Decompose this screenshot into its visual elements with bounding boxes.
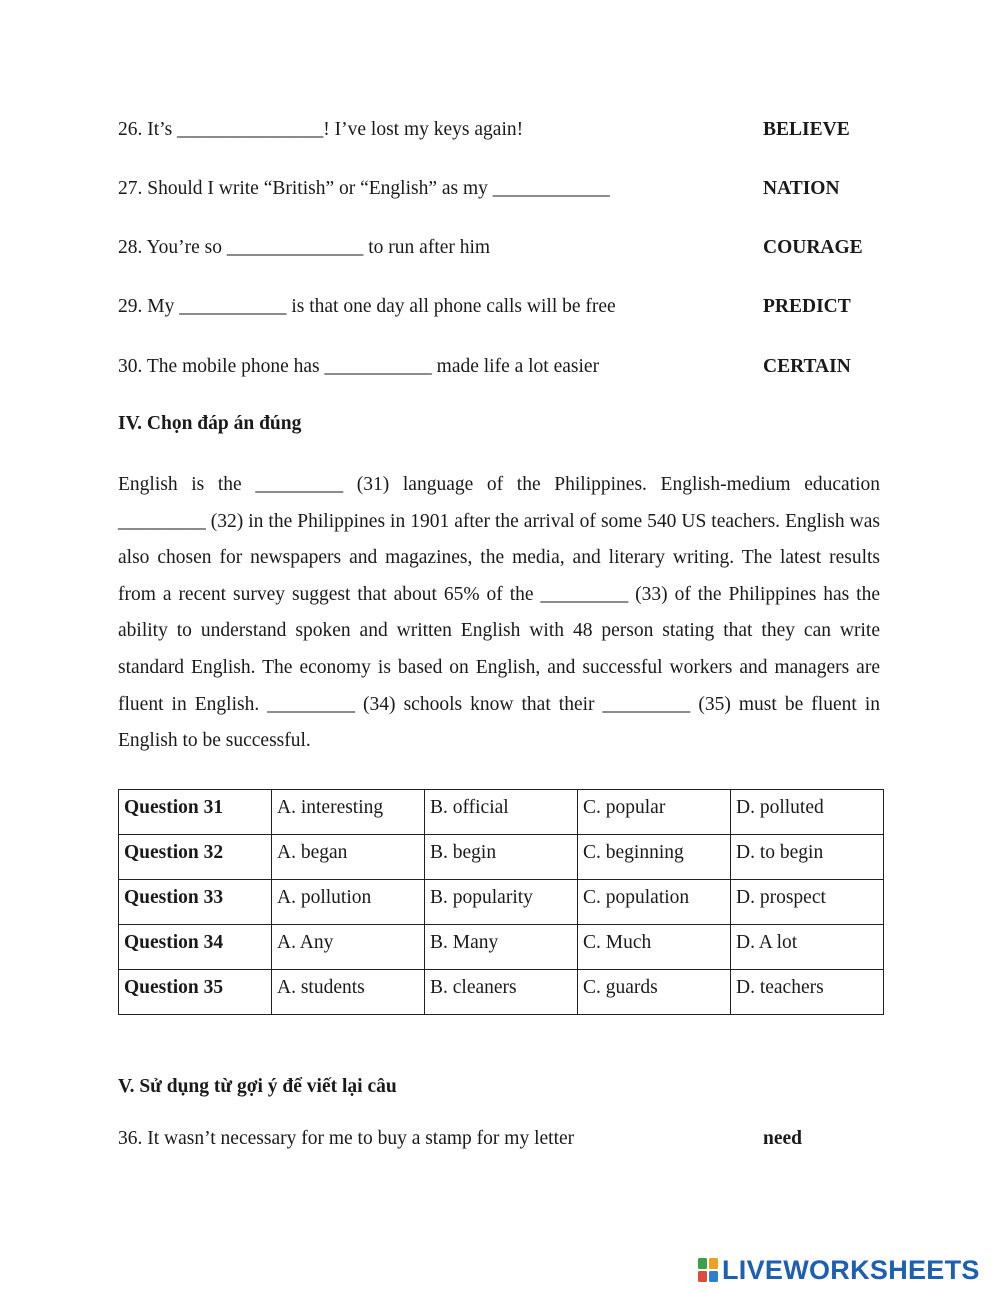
answer-option[interactable]: A. interesting <box>272 790 425 835</box>
table-row <box>119 790 884 835</box>
table-row <box>119 925 884 970</box>
answer-option[interactable]: C. popular <box>578 790 731 835</box>
answer-option[interactable]: A. began <box>272 835 425 880</box>
answer-option[interactable]: D. to begin <box>731 835 884 880</box>
question-36 <box>118 1125 898 1153</box>
logo-blocks-icon <box>698 1258 718 1282</box>
question-label: Question 35 <box>119 970 272 1015</box>
section-5-heading: V. Sử dụng từ gợi ý để viết lại câu <box>118 1076 397 1097</box>
answer-option[interactable]: A. Any <box>272 925 425 970</box>
question-label: Question 34 <box>119 925 272 970</box>
answer-table <box>118 789 884 1015</box>
answer-option[interactable]: D. polluted <box>731 790 884 835</box>
answer-option[interactable]: A. pollution <box>272 880 425 925</box>
answer-option[interactable]: D. A lot <box>731 925 884 970</box>
answer-option[interactable]: B. Many <box>425 925 578 970</box>
logo-block <box>698 1258 707 1269</box>
reading-passage: English is the _________ (31) language of the Philippines. English-medium education _________ (32) in the Philippines in 1901 after the arrival of some 540 US teachers. English was also chosen for newspapers and magazines, the media, and literary writing. The latest results from a recent survey suggest that about 65% of the _________ (33) of the Philippines has the ability to understand spoken and written English with 48 person stating that they can write standard English. The economy is based on English, and successful workers and managers are fluent in English. _________ (34) schools know that their _________ (35) must be fluent in English to be successful. <box>118 474 880 752</box>
table-row <box>119 970 884 1015</box>
question-sentence: 28. You’re so ______________ to run after him <box>118 237 491 258</box>
answer-option[interactable]: D. prospect <box>731 880 884 925</box>
answer-option[interactable]: C. beginning <box>578 835 731 880</box>
question-29 <box>118 293 898 321</box>
question-keyword: need <box>763 1128 802 1149</box>
question-keyword: BELIEVE <box>763 119 850 140</box>
answer-option[interactable]: A. students <box>272 970 425 1015</box>
answer-option[interactable]: C. guards <box>578 970 731 1015</box>
logo-block <box>709 1271 718 1282</box>
question-sentence: 29. My ___________ is that one day all phone calls will be free <box>118 296 616 317</box>
question-keyword: NATION <box>763 178 840 199</box>
question-26 <box>118 116 898 144</box>
table-row <box>119 835 884 880</box>
answer-option[interactable]: C. Much <box>578 925 731 970</box>
question-sentence: 36. It wasn’t necessary for me to buy a stamp for my letter <box>118 1128 575 1149</box>
table-row <box>119 880 884 925</box>
question-label: Question 33 <box>119 880 272 925</box>
logo-block <box>709 1258 718 1269</box>
logo-block <box>698 1271 707 1282</box>
question-sentence: 27. Should I write “British” or “English” as my ____________ <box>118 178 610 199</box>
question-sentence: 26. It’s _______________! I’ve lost my keys again! <box>118 119 524 140</box>
question-label: Question 32 <box>119 835 272 880</box>
answer-option[interactable]: B. cleaners <box>425 970 578 1015</box>
question-30 <box>118 353 898 381</box>
answer-option[interactable]: C. population <box>578 880 731 925</box>
liveworksheets-logo <box>698 1255 980 1285</box>
question-keyword: PREDICT <box>763 296 851 317</box>
question-label: Question 31 <box>119 790 272 835</box>
question-keyword: CERTAIN <box>763 356 851 377</box>
question-keyword: COURAGE <box>763 237 863 258</box>
answer-option[interactable]: B. official <box>425 790 578 835</box>
answer-option[interactable]: D. teachers <box>731 970 884 1015</box>
section-4-heading: IV. Chọn đáp án đúng <box>118 413 302 434</box>
logo-text: LIVEWORKSHEETS <box>722 1254 980 1285</box>
answer-option[interactable]: B. popularity <box>425 880 578 925</box>
answer-option[interactable]: B. begin <box>425 835 578 880</box>
question-sentence: 30. The mobile phone has ___________ made life a lot easier <box>118 356 600 377</box>
question-28 <box>118 234 898 262</box>
question-27 <box>118 175 898 203</box>
